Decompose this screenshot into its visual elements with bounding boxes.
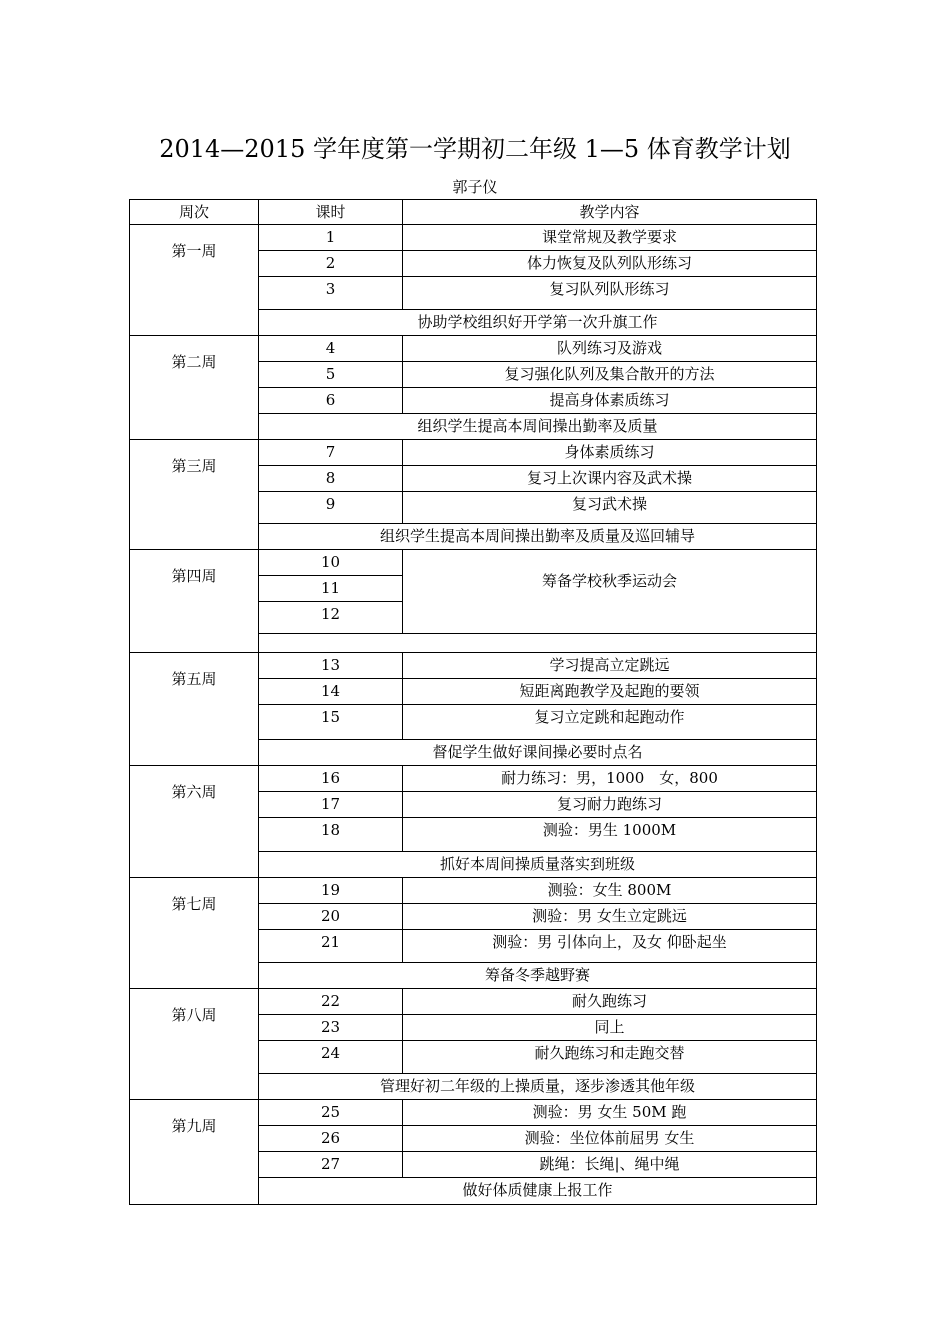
lesson-content: 测验：男 女生 50M 跑 — [403, 1100, 817, 1126]
lesson-number: 14 — [259, 679, 403, 705]
lesson-number: 4 — [259, 336, 403, 362]
lesson-content: 复习上次课内容及武术操 — [403, 466, 817, 492]
lesson-content: 测验：女生 800M — [403, 878, 817, 904]
lesson-number: 8 — [259, 466, 403, 492]
lesson-number: 10 — [259, 550, 403, 576]
lesson-number: 9 — [259, 492, 403, 524]
table-row — [130, 878, 817, 904]
table-row — [130, 989, 817, 1015]
lesson-number: 7 — [259, 440, 403, 466]
lesson-number: 24 — [259, 1041, 403, 1074]
table-row — [130, 336, 817, 362]
lesson-content: 测验：男 引体向上，及女 仰卧起坐 — [403, 930, 817, 963]
week-label: 第八周 — [130, 989, 259, 1100]
lesson-content: 跳绳：长绳|、绳中绳 — [403, 1152, 817, 1178]
lesson-content: 测验：男生 1000M — [403, 818, 817, 852]
lesson-content: 耐久跑练习 — [403, 989, 817, 1015]
lesson-number: 15 — [259, 705, 403, 740]
lesson-content: 提高身体素质练习 — [403, 388, 817, 414]
lesson-number: 22 — [259, 989, 403, 1015]
lesson-number: 6 — [259, 388, 403, 414]
lesson-number: 26 — [259, 1126, 403, 1152]
lesson-content: 复习队列队形练习 — [403, 277, 817, 310]
table-row — [130, 225, 817, 251]
week-label: 第九周 — [130, 1100, 259, 1205]
week-label: 第七周 — [130, 878, 259, 989]
document-title: 2014—2015 学年度第一学期初二年级 1—5 体育教学计划 — [159, 135, 791, 163]
lesson-number: 3 — [259, 277, 403, 310]
week-note: 组织学生提高本周间操出勤率及质量及巡回辅导 — [259, 524, 817, 550]
header-week: 周次 — [130, 200, 259, 225]
header-content: 教学内容 — [403, 200, 817, 225]
week-note: 筹备冬季越野赛 — [259, 963, 817, 989]
lesson-content-merged: 筹备学校秋季运动会 — [403, 550, 817, 634]
lesson-content: 测验：男 女生立定跳远 — [403, 904, 817, 930]
week-note: 协助学校组织好开学第一次升旗工作 — [259, 310, 817, 336]
teaching-plan-table — [129, 199, 817, 1205]
lesson-content: 队列练习及游戏 — [403, 336, 817, 362]
lesson-content: 身体素质练习 — [403, 440, 817, 466]
lesson-content: 短距离跑教学及起跑的要领 — [403, 679, 817, 705]
lesson-number: 11 — [259, 576, 403, 602]
lesson-number: 12 — [259, 602, 403, 634]
header-lesson: 课时 — [259, 200, 403, 225]
lesson-content: 课堂常规及教学要求 — [403, 225, 817, 251]
lesson-content: 耐力练习：男，1000 女，800 — [403, 766, 817, 792]
lesson-content: 复习强化队列及集合散开的方法 — [403, 362, 817, 388]
lesson-number: 13 — [259, 653, 403, 679]
table-row — [130, 550, 817, 576]
week-label: 第六周 — [130, 766, 259, 878]
table-header-row — [130, 200, 817, 225]
lesson-number: 2 — [259, 251, 403, 277]
week-label: 第二周 — [130, 336, 259, 440]
lesson-content: 学习提高立定跳远 — [403, 653, 817, 679]
lesson-content: 测验：坐位体前屈男 女生 — [403, 1126, 817, 1152]
week-note — [259, 634, 817, 653]
lesson-content: 复习武术操 — [403, 492, 817, 524]
week-note: 督促学生做好课间操必要时点名 — [259, 740, 817, 766]
author-name: 郭子仪 — [452, 178, 498, 196]
lesson-number: 23 — [259, 1015, 403, 1041]
lesson-content: 耐久跑练习和走跑交替 — [403, 1041, 817, 1074]
lesson-number: 16 — [259, 766, 403, 792]
week-note: 组织学生提高本周间操出勤率及质量 — [259, 414, 817, 440]
lesson-number: 5 — [259, 362, 403, 388]
lesson-number: 18 — [259, 818, 403, 852]
week-label: 第四周 — [130, 550, 259, 653]
lesson-content: 复习立定跳和起跑动作 — [403, 705, 817, 740]
lesson-number: 27 — [259, 1152, 403, 1178]
lesson-content: 同上 — [403, 1015, 817, 1041]
lesson-number: 17 — [259, 792, 403, 818]
week-label: 第五周 — [130, 653, 259, 766]
week-note: 抓好本周间操质量落实到班级 — [259, 852, 817, 878]
lesson-number: 19 — [259, 878, 403, 904]
table-row — [130, 766, 817, 792]
lesson-number: 25 — [259, 1100, 403, 1126]
lesson-content: 复习耐力跑练习 — [403, 792, 817, 818]
week-label: 第一周 — [130, 225, 259, 336]
lesson-content: 体力恢复及队列队形练习 — [403, 251, 817, 277]
lesson-number: 21 — [259, 930, 403, 963]
table-row — [130, 653, 817, 679]
week-note: 做好体质健康上报工作 — [259, 1178, 817, 1205]
week-note: 管理好初二年级的上操质量，逐步渗透其他年级 — [259, 1074, 817, 1100]
week-label: 第三周 — [130, 440, 259, 550]
lesson-number: 20 — [259, 904, 403, 930]
lesson-number: 1 — [259, 225, 403, 251]
table-row — [130, 440, 817, 466]
table-row — [130, 1100, 817, 1126]
